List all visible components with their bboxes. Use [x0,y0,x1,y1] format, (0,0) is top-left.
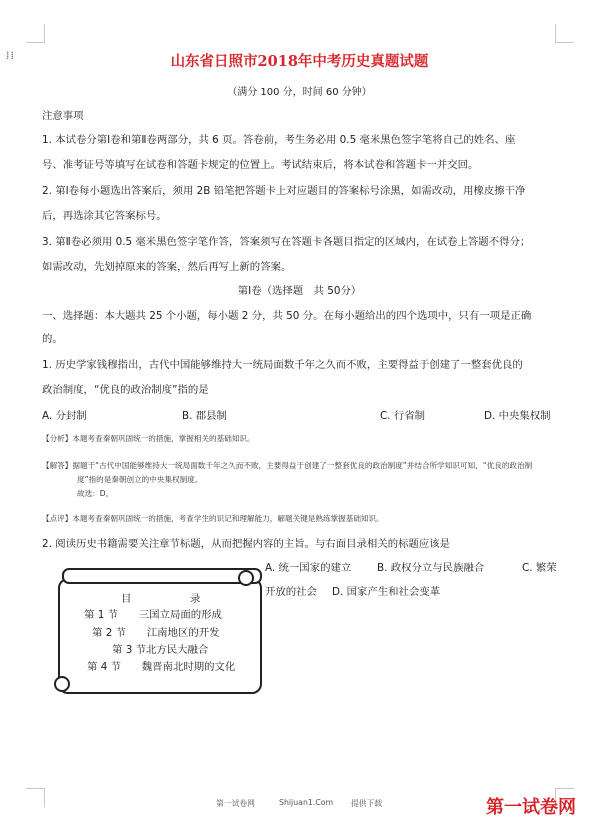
scroll-top-roll [62,568,262,584]
question-1-stem: 1. 历史学家钱穆指出，古代中国能够维持大一统局面数千年之久而不败，主要得益于创建了一整套优良的 [42,359,523,371]
notes-line: 2. 第Ⅰ卷每小题选出答案后，须用 2B 铅笔把答题卡上对应题目的答案标号涂黑，如需改动，用橡皮擦干净 [42,185,526,197]
notes-line: 如需改动，先划掉原来的答案，然后再写上新的答案。 [42,261,292,273]
section-intro: 一、选择题：本大题共 25 个小题，每小题 2 分，共 50 分。在每小题给出的四个选项中，只有一项是正确 [42,310,532,322]
toc-item: 第 3 节北方民大融合 [112,644,209,656]
page-corner-mark [26,24,45,43]
notes-heading: 注意事项 [42,110,84,122]
scroll-curl-icon [238,570,254,586]
drag-handle-icon[interactable]: ⁞⁞ [6,49,15,62]
question-2-option-d: D. 国家产生和社会变革 [332,586,441,598]
notes-line: 1. 本试卷分第Ⅰ卷和第Ⅱ卷两部分，共 6 页。答卷前，考生务必用 0.5 毫米黑色签字笔将自己的姓名、座 [42,134,516,146]
toc-item: 第 2 节 江南地区的开发 [92,627,220,639]
toc-title: 目 [121,593,132,605]
footer-download: 提供下载 [351,799,383,808]
question-2-option-b: B. 政权分立与民族融合 [377,562,485,574]
question-1-answer-choice: 故选：D。 [77,489,114,498]
footer-site-name: 第一试卷网 [216,799,255,808]
section-heading: 第Ⅰ卷（选择题 共 50分） [237,285,362,297]
question-2-stem: 2. 阅读历史书籍需要关注章节标题，从而把握内容的主旨。与右面目录相关的标题应该是 [42,538,451,550]
exam-info: （满分 100 分，时间 60 分钟） [227,87,372,98]
question-2-option-c: C. 繁荣 [522,562,557,574]
page-corner-mark [26,788,45,807]
notes-line: 号、准考证号等填写在试卷和答题卡规定的位置上。考试结束后，将本试卷和答题卡一并交回。 [42,159,479,171]
question-1-option-b: B. 郡县制 [182,410,227,422]
question-1-stem: 政治制度，“优良的政治制度”指的是 [42,384,209,396]
scroll-curl-icon [54,676,70,692]
footer-domain: Shijuan1.Com [279,798,334,807]
question-1-analysis: 【分析】本题考查秦朝巩固统一的措施，掌握相关的基础知识。 [42,434,255,443]
question-1-option-a: A. 分封制 [42,410,87,422]
page-corner-mark [555,24,574,43]
question-1-answer: 【解答】据题干“古代中国能够维持大一统局面数千年之久而不败，主要得益于创建了一整套优良的政治制度”并结合所学知识可知，“优良的政治制 [42,461,533,470]
question-1-comment: 【点评】本题考查秦朝巩固统一的措施，考查学生的识记和理解能力，解题关键是熟练掌握基础知识。 [42,514,384,523]
document-title: 山东省日照市2018年中考历史真题试题 [170,53,429,70]
question-1-answer: 度”指的是秦朝创立的中央集权制度。 [77,475,203,484]
question-2-option-a: A. 统一国家的建立 [265,562,352,574]
notes-line: 3. 第Ⅱ卷必须用 0.5 毫米黑色签字笔作答，答案须写在答题卡各题目指定的区域内，在试卷上答题不得分； [42,236,531,248]
notes-line: 后，再选涂其它答案标号。 [42,210,167,222]
question-1-option-c: C. 行省制 [380,410,426,422]
watermark-logo: 第一试卷网 [486,797,576,818]
question-2-option-c-cont: 开放的社会 [265,586,317,598]
toc-item: 第 1 节 三国立局面的形成 [84,609,222,621]
toc-title: 录 [190,593,201,605]
toc-item: 第 4 节 魏晋南北时期的文化 [87,661,236,673]
question-1-option-d: D. 中央集权制 [484,410,551,422]
section-intro: 的。 [42,333,63,345]
